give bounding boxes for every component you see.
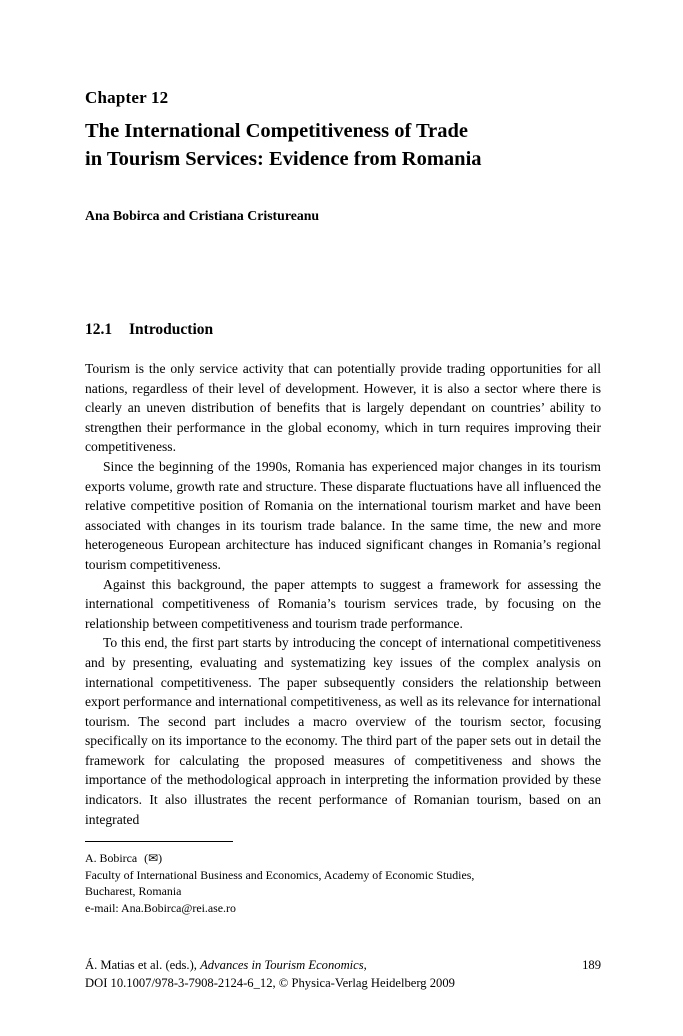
section-heading: [85, 321, 601, 339]
paragraph-4: To this end, the first part starts by introducing the concept of international competitiveness and by presenting, evaluating and systematizing key issues of the complex analysis on international competitiveness. The paper subsequently considers the relationship between export performance and international competitiveness, as well as its relevance for international tourism. The second part includes a macro overview of the tourism sector, focusing specifically on its importance to the economy. The third part of the paper sets out in detail the framework for calculating the proposed measures of competitiveness and shows the importance of the methodological approach in interpreting the information provided by these indicators. It also illustrates the recent performance of Romanian tourism, based on an integrated: [85, 635, 601, 827]
footnote-email-line: e-mail: Ana.Bobirca@rei.ase.ro: [85, 900, 236, 915]
paragraph-3: Against this background, the paper attempts to suggest a framework for assessing the international competitiveness of Romania’s tourism services trade, by focusing on the relationship between competitiveness and tourism trade performance.: [85, 576, 601, 631]
chapter-title: [85, 117, 601, 173]
footer-book-title: Advances in Tourism Economics,: [200, 958, 367, 972]
page-content: [85, 0, 601, 829]
footer-editors: Á. Matias et al. (eds.),: [85, 958, 201, 972]
author-footnote: [85, 841, 601, 916]
page-footer: [85, 957, 601, 992]
footnote-affiliation-line-2: Bucharest, Romania: [85, 884, 182, 899]
footnote-author-line: [85, 850, 601, 867]
footnote-affiliation-line-1: Faculty of International Business and Economics, Academy of Economic Studies,: [85, 867, 475, 882]
footer-doi-line: DOI 10.1007/978-3-7908-2124-6_12, © Physica-Verlag Heidelberg 2009: [85, 975, 455, 990]
footnote-rule: [85, 841, 233, 842]
footer-citation-line-1: [85, 957, 455, 975]
section-number: 12.1: [85, 321, 113, 338]
section-title: Introduction: [129, 321, 214, 338]
footer-citation: [85, 957, 455, 992]
paragraph-2: Since the beginning of the 1990s, Romania has experienced major changes in its tourism exports volume, growth rate and structure. These disparate fluctuations have all influenced the relative competitive position of Romania on the international tourism market and have been associated with changes in its tourism trade balance. In the same time, the new and more heterogeneous European architecture has induced significant changes in Romania’s regional tourism competitiveness.: [85, 458, 601, 572]
footnote-author-name: A. Bobirca: [85, 851, 138, 865]
envelope-icon: (✉): [144, 851, 163, 865]
authors-line: Ana Bobirca and Cristiana Cristureanu: [85, 208, 320, 223]
chapter-title-line-2: in Tourism Services: Evidence from Romania: [85, 148, 482, 170]
paragraph-1: Tourism is the only service activity that can potentially provide trading opportunities for all nations, regardless of their level of development. However, it is also a sector where there is clearly an uneven distribution of benefits that is largely dependant on countries’ ability to strengthen their performance in the global economy, which in turn requires improving their competitiveness.: [85, 361, 601, 455]
chapter-title-line-1: The International Competitiveness of Trade: [85, 120, 469, 142]
page-number: 189: [582, 958, 601, 972]
body-text: [85, 359, 601, 829]
chapter-label: Chapter 12: [85, 88, 169, 107]
